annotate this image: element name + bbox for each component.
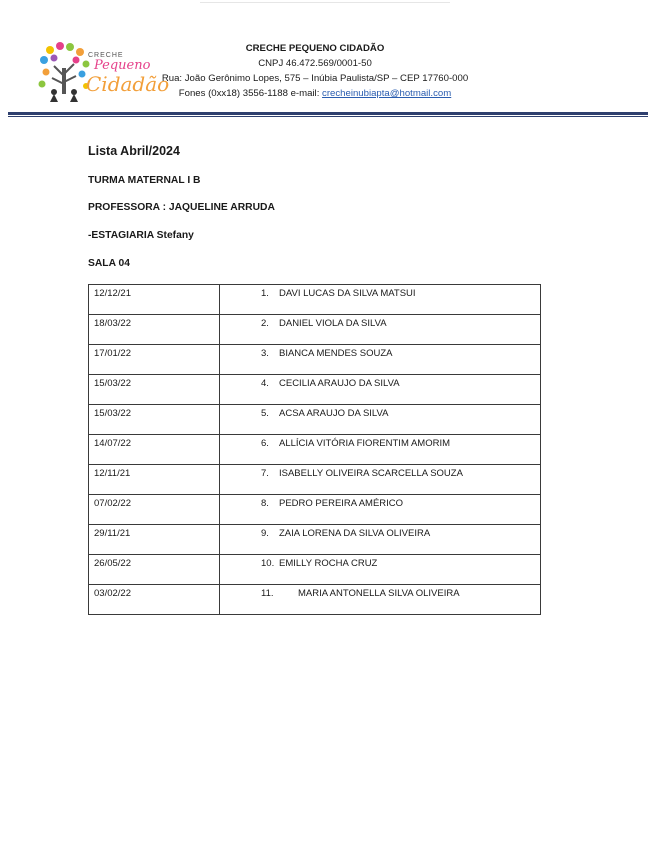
teacher-label: PROFESSORA : JAQUELINE ARRUDA [88,202,275,213]
header-divider [8,112,648,115]
student-name: CECILIA ARAUJO DA SILVA [279,378,400,389]
birth-date-cell: 03/02/22 [89,585,220,615]
table-row [89,585,541,615]
student-name-cell [220,315,541,345]
birth-date-cell: 15/03/22 [89,405,220,435]
birth-date-cell: 07/02/22 [89,495,220,525]
student-name: ISABELLY OLIVEIRA SCARCELLA SOUZA [279,468,463,479]
student-name-cell [220,375,541,405]
birth-date-cell: 14/07/22 [89,435,220,465]
student-name-cell [220,405,541,435]
student-number: 10. [261,558,275,569]
top-rule [200,2,450,3]
logo-word-cidadao: Cidadão [86,72,170,96]
student-name: DANIEL VIOLA DA SILVA [279,318,387,329]
logo-word-pequeno: Pequeno [94,58,151,73]
institution-contact [150,86,480,101]
student-number: 9. [261,528,269,539]
intern-label: -ESTAGIARIA Stefany [88,230,194,241]
student-table [88,284,541,615]
phones-text: Fones (0xx18) 3556-1188 e-mail: [178,88,323,99]
student-number: 1. [261,288,269,299]
student-name: EMILLY ROCHA CRUZ [279,558,378,569]
student-number: 11. [261,588,274,599]
institution-address: Rua: João Gerônimo Lopes, 575 – Inúbia Paulista/SP – CEP 17760-000 [161,73,469,84]
student-number: 3. [261,348,269,359]
creche-logo [36,40,170,106]
student-name-cell [220,465,541,495]
birth-date-cell: 12/12/21 [89,285,220,315]
student-name: BIANCA MENDES SOUZA [279,348,393,359]
logo-caption: CRECHE [88,52,124,59]
table-row [89,315,541,345]
table-row [89,525,541,555]
header-divider-thin [8,116,648,117]
institution-name: CRECHE PEQUENO CIDADÃO [245,43,385,54]
table-row [89,435,541,465]
table-row [89,555,541,585]
student-name-cell [220,495,541,525]
student-name: PEDRO PEREIRA AMÉRICO [279,498,404,509]
student-number: 8. [261,498,269,509]
student-name-cell [220,525,541,555]
institution-cnpj: CNPJ 46.472.569/0001-50 [258,58,372,69]
table-row [89,405,541,435]
birth-date-cell: 18/03/22 [89,315,220,345]
room-label: SALA 04 [88,258,130,269]
student-number: 5. [261,408,269,419]
class-label: TURMA MATERNAL I B [88,175,201,186]
table-row [89,345,541,375]
institution-header [150,41,480,101]
student-name-cell [220,435,541,465]
student-name: ALLÍCIA VITÓRIA FIORENTIM AMORIM [279,438,451,449]
table-row [89,375,541,405]
birth-date-cell: 29/11/21 [89,525,220,555]
birth-date-cell: 26/05/22 [89,555,220,585]
list-title: Lista Abril/2024 [88,144,180,158]
student-number: 6. [261,438,269,449]
student-name: MARIA ANTONELLA SILVA OLIVEIRA [298,588,460,599]
birth-date-cell: 17/01/22 [89,345,220,375]
student-name-cell [220,285,541,315]
student-name-cell [220,345,541,375]
table-row [89,465,541,495]
student-number: 2. [261,318,269,329]
student-name-cell [220,585,541,615]
student-number: 7. [261,468,269,479]
email-link[interactable]: crecheinubiapta@hotmail.com [322,88,452,99]
student-name: ZAIA LORENA DA SILVA OLIVEIRA [279,528,431,539]
birth-date-cell: 15/03/22 [89,375,220,405]
student-number: 4. [261,378,269,389]
table-row [89,495,541,525]
student-name: DAVI LUCAS DA SILVA MATSUI [279,288,416,299]
student-name: ACSA ARAUJO DA SILVA [279,408,389,419]
student-name-cell [220,555,541,585]
birth-date-cell: 12/11/21 [89,465,220,495]
table-row [89,285,541,315]
